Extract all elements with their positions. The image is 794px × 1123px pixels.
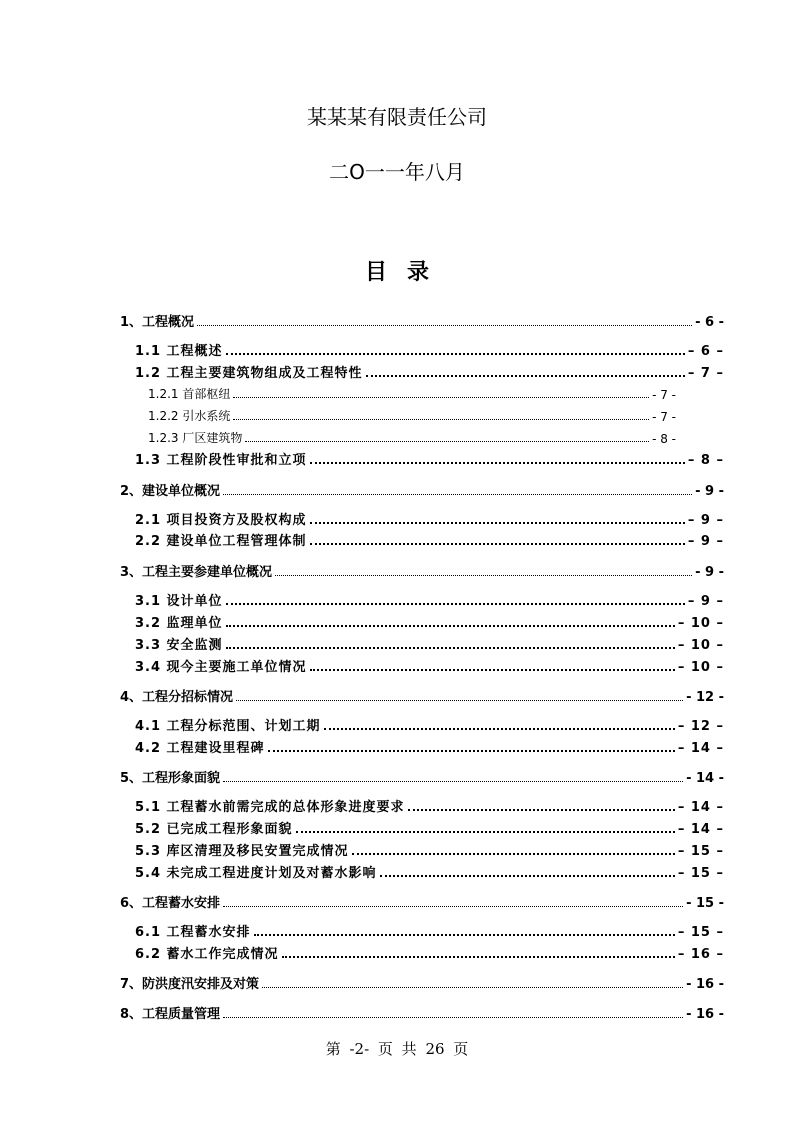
toc-entry-level2[interactable] bbox=[135, 863, 724, 881]
toc-entry-level1[interactable] bbox=[120, 687, 724, 705]
toc-dot-leader bbox=[380, 875, 675, 877]
toc-dot-leader bbox=[262, 987, 683, 988]
toc-dot-leader bbox=[275, 575, 692, 576]
toc-dot-leader bbox=[310, 543, 685, 545]
toc-entry-title: 4.2 工程建设里程碑 bbox=[135, 741, 265, 756]
toc-dot-leader bbox=[310, 522, 685, 524]
toc-dot-leader bbox=[233, 419, 649, 420]
toc-entry-title: 2.1 项目投资方及股权构成 bbox=[135, 513, 307, 528]
toc-page-number: - 14 - bbox=[686, 771, 724, 786]
page-footer: 第 -2- 页 共 26 页 bbox=[325, 1040, 469, 1058]
toc-entry-title: 3、工程主要参建单位概况 bbox=[120, 565, 273, 580]
toc-entry-level2[interactable] bbox=[135, 510, 724, 528]
toc-entry-title: 1.2.1 首部枢纽 bbox=[148, 387, 231, 401]
toc-entry-level2[interactable] bbox=[135, 841, 724, 859]
toc-entry-title: 1.3 工程阶段性审批和立项 bbox=[135, 453, 307, 468]
toc-page-number: – 15 – bbox=[677, 925, 724, 940]
toc-page-number: – 9 – bbox=[687, 534, 724, 549]
company-name: 某某某有限责任公司 bbox=[307, 105, 487, 129]
toc-page-number: – 15 – bbox=[677, 844, 724, 859]
toc-entry-title: 1.2.2 引水系统 bbox=[148, 409, 231, 423]
toc-entry-level2[interactable] bbox=[135, 635, 724, 653]
toc-title: 目录 bbox=[364, 260, 449, 285]
toc-dot-leader bbox=[223, 1017, 683, 1018]
toc-dot-leader bbox=[245, 441, 649, 442]
toc-entry-title: 6、工程蓄水安排 bbox=[120, 896, 221, 911]
toc-entry-level2[interactable] bbox=[135, 591, 724, 609]
toc-entry-level1[interactable] bbox=[120, 481, 724, 499]
toc-dot-leader bbox=[233, 397, 649, 398]
toc-entry-title: 5.3 库区清理及移民安置完成情况 bbox=[135, 844, 349, 859]
toc-page-number: - 16 - bbox=[686, 1007, 724, 1022]
toc-entry-level2[interactable] bbox=[135, 657, 724, 675]
toc-page-number: – 10 – bbox=[677, 638, 724, 653]
toc-dot-leader bbox=[223, 494, 692, 495]
toc-dot-leader bbox=[223, 781, 683, 782]
toc-entry-level2[interactable] bbox=[135, 922, 724, 940]
toc-entry-title: 3.4 现今主要施工单位情况 bbox=[135, 660, 307, 675]
toc-page-number: – 14 – bbox=[677, 800, 724, 815]
toc-page-number: - 7 - bbox=[652, 410, 676, 424]
toc-entry-title: 6.1 工程蓄水安排 bbox=[135, 925, 251, 940]
toc-entry-level1[interactable] bbox=[120, 562, 724, 580]
toc-page-number: - 8 - bbox=[652, 432, 676, 446]
toc-entry-level1[interactable] bbox=[120, 893, 724, 911]
toc-dot-leader bbox=[268, 750, 675, 752]
toc-dot-leader bbox=[226, 625, 675, 627]
toc-entry-level3[interactable] bbox=[148, 428, 676, 446]
toc-entry-level3[interactable] bbox=[148, 384, 676, 402]
toc-page-number: – 8 – bbox=[687, 453, 724, 468]
toc-page-number: - 9 - bbox=[695, 484, 724, 499]
toc-entry-title: 6.2 蓄水工作完成情况 bbox=[135, 947, 279, 962]
toc-entry-level2[interactable] bbox=[135, 450, 724, 468]
toc-entry-level2[interactable] bbox=[135, 531, 724, 549]
toc-dot-leader bbox=[296, 831, 675, 833]
toc-entry-title: 5.1 工程蓄水前需完成的总体形象进度要求 bbox=[135, 800, 405, 815]
toc-entry-title: 2.2 建设单位工程管理体制 bbox=[135, 534, 307, 549]
toc-page-number: - 12 - bbox=[686, 690, 724, 705]
toc-entry-title: 3.2 监理单位 bbox=[135, 616, 223, 631]
toc-entry-level2[interactable] bbox=[135, 716, 724, 734]
toc-page-number: – 6 – bbox=[687, 344, 724, 359]
toc-dot-leader bbox=[226, 353, 685, 355]
toc-entry-title: 7、防洪度汛安排及对策 bbox=[120, 977, 260, 992]
toc-entry-title: 3.1 设计单位 bbox=[135, 594, 223, 609]
toc-entry-title: 5.4 未完成工程进度计划及对蓄水影响 bbox=[135, 866, 377, 881]
toc-page-number: - 16 - bbox=[686, 977, 724, 992]
toc-entry-level2[interactable] bbox=[135, 738, 724, 756]
toc-page-number: – 12 – bbox=[677, 719, 724, 734]
toc-entry-title: 5、工程形象面貌 bbox=[120, 771, 221, 786]
toc-entry-level1[interactable] bbox=[120, 1004, 724, 1022]
toc-page-number: – 16 – bbox=[677, 947, 724, 962]
document-date: 二O一一年八月 bbox=[329, 160, 465, 184]
toc-page-number: – 7 – bbox=[687, 366, 724, 381]
toc-entry-level2[interactable] bbox=[135, 797, 724, 815]
toc-page-number: - 7 - bbox=[652, 388, 676, 402]
toc-dot-leader bbox=[223, 906, 683, 907]
toc-entry-level2[interactable] bbox=[135, 819, 724, 837]
toc-dot-leader bbox=[282, 956, 675, 958]
toc-dot-leader bbox=[310, 669, 675, 671]
toc-entry-title: 5.2 已完成工程形象面貌 bbox=[135, 822, 293, 837]
toc-entry-level2[interactable] bbox=[135, 944, 724, 962]
toc-page-number: - 15 - bbox=[686, 896, 724, 911]
toc-entry-title: 8、工程质量管理 bbox=[120, 1007, 221, 1022]
toc-dot-leader bbox=[226, 647, 675, 649]
toc-page-number: – 10 – bbox=[677, 660, 724, 675]
toc-dot-leader bbox=[226, 603, 685, 605]
toc-entry-level1[interactable] bbox=[120, 312, 724, 330]
toc-page-number: – 14 – bbox=[677, 822, 724, 837]
toc-page-number: – 14 – bbox=[677, 741, 724, 756]
toc-dot-leader bbox=[324, 728, 675, 730]
toc-entry-level2[interactable] bbox=[135, 341, 724, 359]
toc-page-number: – 9 – bbox=[687, 594, 724, 609]
toc-dot-leader bbox=[408, 809, 675, 811]
toc-dot-leader bbox=[254, 934, 675, 936]
toc-dot-leader bbox=[352, 853, 675, 855]
toc-entry-level3[interactable] bbox=[148, 406, 676, 424]
toc-page-number: – 15 – bbox=[677, 866, 724, 881]
toc-entry-level2[interactable] bbox=[135, 363, 724, 381]
toc-page-number: - 9 - bbox=[695, 565, 724, 580]
toc-entry-title: 4.1 工程分标范围、计划工期 bbox=[135, 719, 321, 734]
toc-page-number: – 10 – bbox=[677, 616, 724, 631]
toc-entry-title: 1.2.3 厂区建筑物 bbox=[148, 431, 243, 445]
toc-entry-title: 1、工程概况 bbox=[120, 315, 195, 330]
toc-page-number: – 9 – bbox=[687, 513, 724, 528]
toc-entry-level2[interactable] bbox=[135, 613, 724, 631]
toc-entry-title: 1.1 工程概述 bbox=[135, 344, 223, 359]
toc-dot-leader bbox=[366, 375, 685, 377]
toc-entry-title: 1.2 工程主要建筑物组成及工程特性 bbox=[135, 366, 363, 381]
toc-entry-title: 4、工程分招标情况 bbox=[120, 690, 234, 705]
toc-dot-leader bbox=[197, 325, 692, 326]
toc-dot-leader bbox=[236, 700, 683, 701]
toc-entry-title: 2、建设单位概况 bbox=[120, 484, 221, 499]
toc-dot-leader bbox=[310, 462, 685, 464]
toc-entry-title: 3.3 安全监测 bbox=[135, 638, 223, 653]
toc-entry-level1[interactable] bbox=[120, 974, 724, 992]
toc-page-number: - 6 - bbox=[695, 315, 724, 330]
toc-entry-level1[interactable] bbox=[120, 768, 724, 786]
